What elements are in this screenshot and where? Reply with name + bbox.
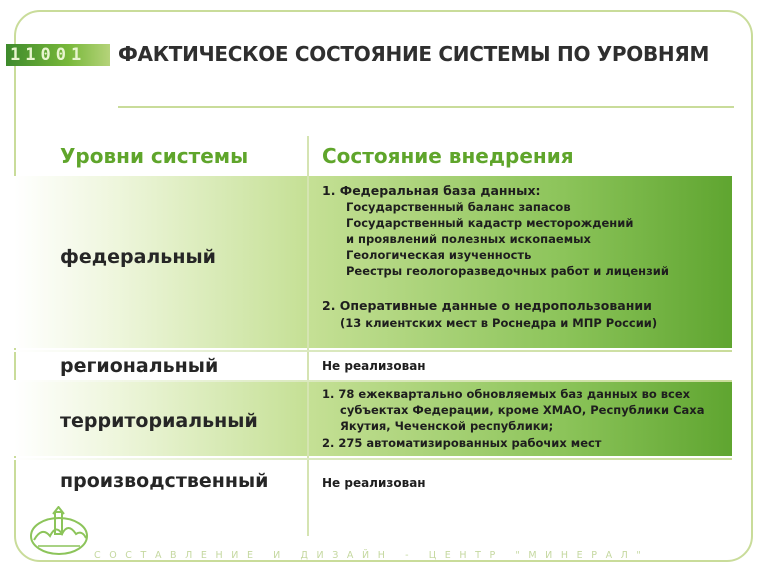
- territorial-line: 1. 78 ежеквартально обновляемых баз данных во всех: [322, 387, 691, 401]
- territorial-line: 2. 275 автоматизированных рабочих мест: [322, 436, 602, 450]
- regional-status: Не реализован: [322, 359, 426, 373]
- federal-item-2-note: (13 клиентских мест в Роснедра и МПР России): [340, 316, 658, 330]
- federal-item-1-line: Государственный кадастр месторождений: [346, 216, 634, 230]
- territorial-line: Якутия, Чеченской республики;: [340, 419, 554, 433]
- row-separator: [14, 380, 732, 382]
- level-regional: региональный: [60, 355, 219, 377]
- level-production: производственный: [60, 470, 269, 492]
- column-divider: [307, 136, 309, 536]
- slide-code-badge: 11001: [6, 44, 110, 66]
- federal-item-2-title: 2. Оперативные данные о недропользовании: [322, 298, 652, 313]
- territorial-line: субъектах Федерации, кроме ХМАО, Республики Саха: [340, 403, 705, 417]
- footer-credit: СОСТАВЛЕНИЕ И ДИЗАЙН - ЦЕНТР "МИНЕРАЛ": [94, 550, 650, 561]
- row-separator: [14, 350, 732, 352]
- page-title: ФАКТИЧЕСКОЕ СОСТОЯНИЕ СИСТЕМЫ ПО УРОВНЯМ: [118, 42, 710, 66]
- production-status: Не реализован: [322, 476, 426, 490]
- level-federal: федеральный: [60, 246, 216, 268]
- federal-item-1-line: и проявлений полезных ископаемых: [346, 232, 591, 246]
- column-header-levels: Уровни системы: [60, 144, 249, 168]
- level-territorial: территориальный: [60, 410, 258, 432]
- federal-item-1-line: Государственный баланс запасов: [346, 200, 571, 214]
- title-underline: [118, 106, 734, 108]
- row-separator: [14, 458, 732, 460]
- federal-item-1-line: Геологическая изученность: [346, 248, 532, 262]
- federal-item-1-line: Реестры геологоразведочных работ и лицензий: [346, 264, 669, 278]
- column-header-status: Состояние внедрения: [322, 144, 574, 168]
- mineral-logo-icon: [28, 506, 90, 556]
- federal-item-1-title: 1. Федеральная база данных:: [322, 183, 541, 198]
